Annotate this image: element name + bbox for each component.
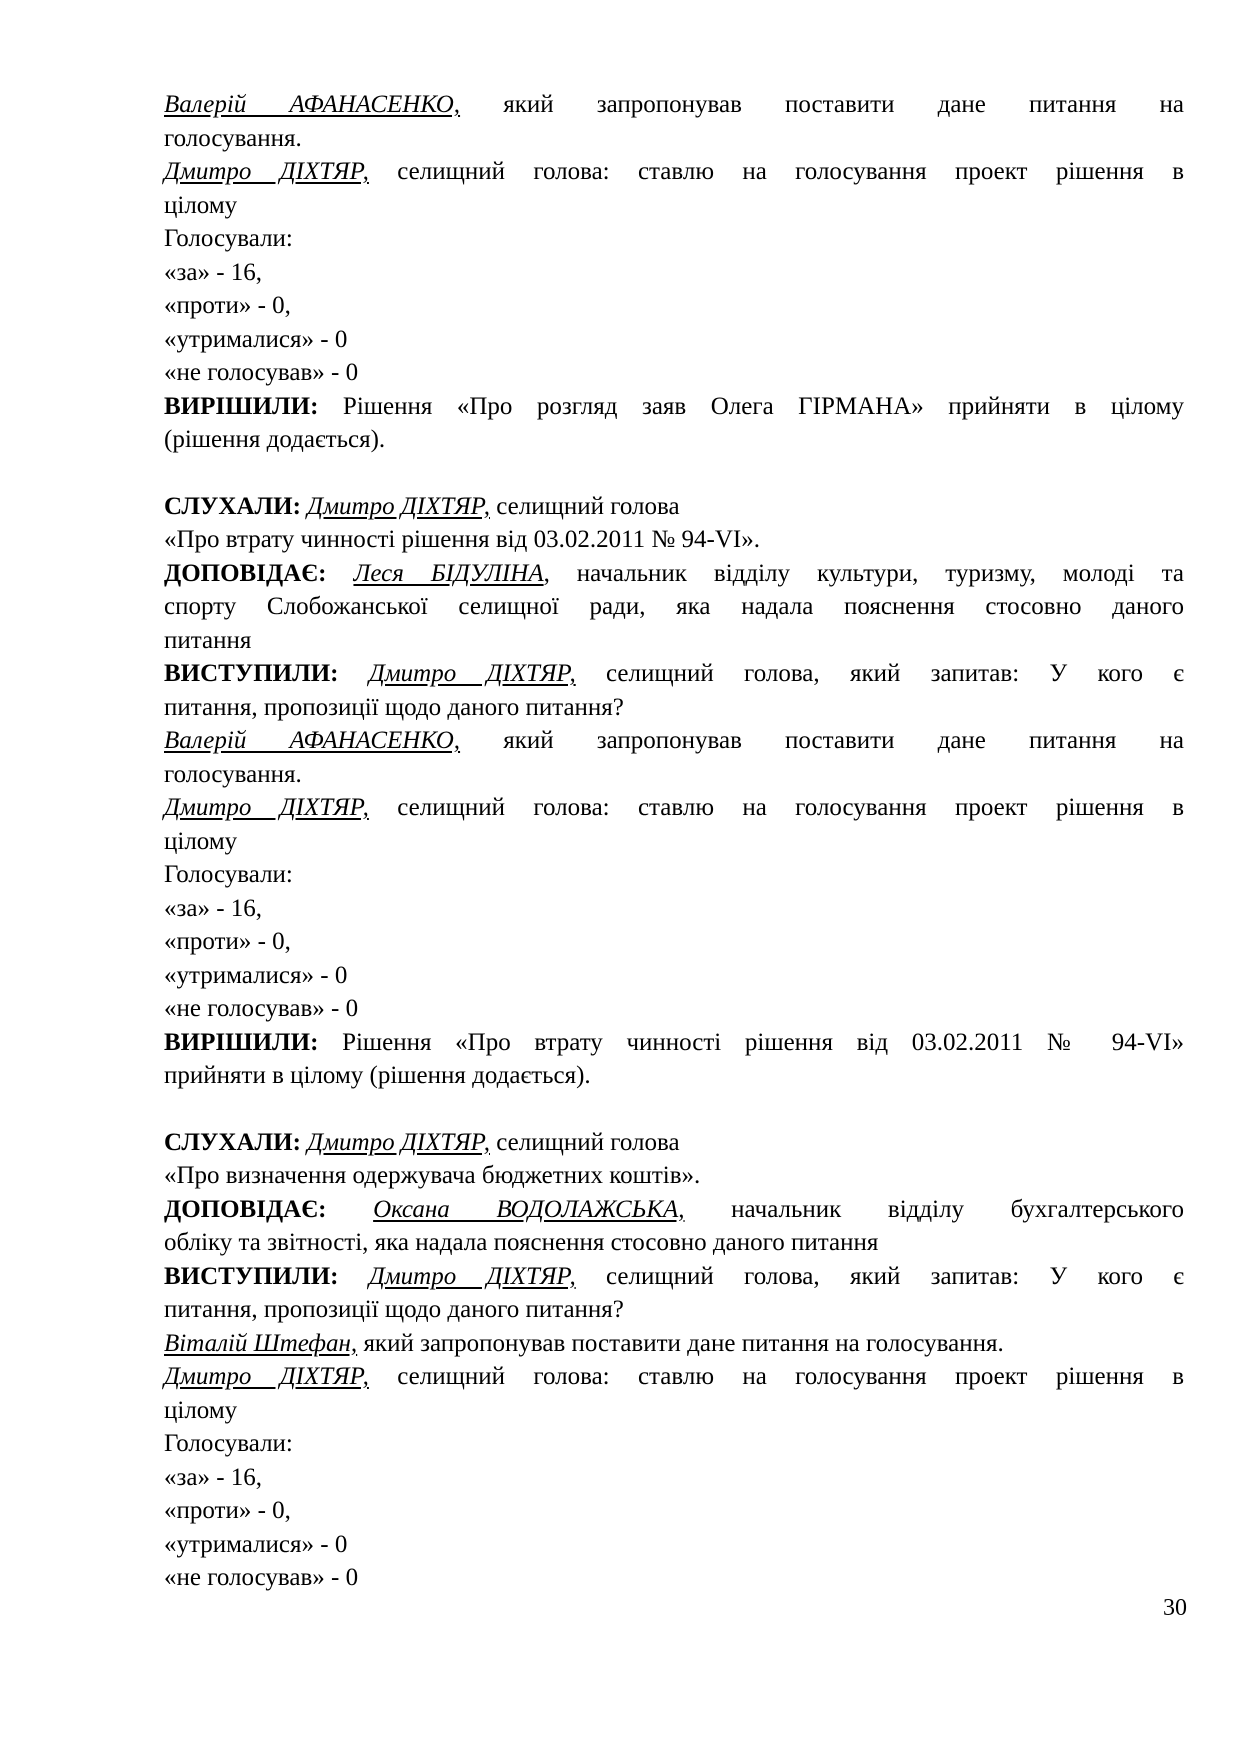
paragraph-text: цілому: [164, 1396, 238, 1424]
paragraph-line: [164, 825, 1184, 859]
vote-not-voted: «не голосував» - 0: [164, 995, 359, 1022]
spoke-label: ВИСТУПИЛИ:: [164, 660, 339, 687]
speaker-name: Дмитро ДІХТЯР,: [368, 1262, 576, 1290]
paragraph-text: який запропонував поставити дане питання на голосування.: [357, 1329, 1004, 1357]
speaker-name: Дмитро ДІХТЯР,: [368, 660, 576, 687]
paragraph-line: [164, 1059, 1184, 1093]
paragraph-text: Рішення «Про втрату чинності рішення від 03.02.2011 № 94-VI»: [318, 1028, 1184, 1056]
report-line: [164, 1193, 1184, 1227]
topic-line: «Про визначення одержувача бюджетних коштів».: [164, 1162, 701, 1189]
paragraph-line: [164, 590, 1184, 624]
paragraph-text: (рішення додається).: [164, 426, 386, 453]
paragraph-text: цілому: [164, 827, 238, 855]
paragraph-line: [164, 1226, 1184, 1260]
vote-not-voted: «не голосував» - 0: [164, 359, 359, 386]
vote-for: «за» - 16,: [164, 258, 263, 286]
paragraph-text: голосування.: [164, 760, 302, 788]
vote-heading: Голосували:: [164, 861, 293, 888]
vote-against: «проти» - 0,: [164, 928, 291, 955]
paragraph-line: [164, 791, 1184, 825]
decision-line: [164, 1026, 1184, 1060]
paragraph-text: обліку та звітності, яка надала пояснення стосовно даного питання: [164, 1229, 879, 1256]
paragraph-text: голосування.: [164, 124, 302, 152]
paragraph-text: який запропонував поставити дане питання на: [460, 727, 1185, 754]
paragraph-text: селищний голова: [490, 492, 680, 520]
paragraph-text: селищний голова, який запитав: У кого є: [575, 1262, 1185, 1290]
spacer: [164, 457, 1184, 490]
topic-line: «Про втрату чинності рішення від 03.02.2011 № 94-VI».: [164, 526, 760, 553]
paragraph-text: який запропонував поставити дане питання на: [460, 91, 1185, 118]
paragraph-text: селищний голова, який запитав: У кого є: [575, 660, 1185, 687]
report-label: ДОПОВІДАЄ:: [164, 559, 327, 587]
vote-abstained: «утрималися» - 0: [164, 325, 348, 353]
paragraph-text: , начальник відділу культури, туризму, молоді та: [543, 559, 1185, 587]
vote-for: «за» - 16,: [164, 1463, 263, 1491]
paragraph-line: [164, 423, 1184, 457]
speaker-name: Дмитро ДІХТЯР,: [307, 492, 490, 520]
paragraph-text: питання, пропозиції щодо даного питання?: [164, 1296, 624, 1323]
vote-heading: Голосували:: [164, 1430, 293, 1457]
speaker-name: Валерій АФАНАСЕНКО,: [164, 91, 461, 118]
spoke-line: [164, 657, 1184, 691]
vote-against: «проти» - 0,: [164, 1497, 291, 1524]
page-number: 30: [1163, 1595, 1187, 1621]
vote-not-voted: «не голосував» - 0: [164, 1564, 359, 1591]
paragraph-line: [164, 691, 1184, 725]
speaker-name: Дмитро ДІХТЯР,: [307, 1128, 490, 1156]
paragraph-line: [164, 1360, 1184, 1394]
paragraph-text: селищний голова: [490, 1128, 680, 1156]
paragraph-text: цілому: [164, 191, 238, 219]
report-label: ДОПОВІДАЄ:: [164, 1195, 327, 1223]
paragraph-text: селищний голова: ставлю на голосування проект рішення в: [368, 794, 1185, 821]
paragraph-text: прийняти в цілому (рішення додається).: [164, 1062, 591, 1089]
speaker-name: Леся БІДУЛІНА: [353, 559, 544, 587]
paragraph-line: [164, 624, 1184, 658]
vote-against: «проти» - 0,: [164, 292, 291, 319]
paragraph-text: спорту Слобожанської селищної ради, яка надала пояснення стосовно даного: [164, 593, 1184, 620]
speaker-name: Дмитро ДІХТЯР,: [164, 794, 369, 821]
heard-line: [164, 490, 1184, 524]
report-line: [164, 557, 1184, 591]
speaker-name: Валерій АФАНАСЕНКО,: [164, 727, 461, 754]
paragraph-text: питання, пропозиції щодо даного питання?: [164, 693, 624, 721]
paragraph-text: начальник відділу бухгалтерського: [684, 1195, 1184, 1223]
decision-label: ВИРІШИЛИ:: [164, 1028, 319, 1056]
vote-heading: Голосували:: [164, 225, 293, 252]
paragraph-text: селищний голова: ставлю на голосування проект рішення в: [368, 1363, 1185, 1390]
speaker-name: Віталій Штефан,: [164, 1329, 358, 1357]
heard-label: СЛУХАЛИ:: [164, 1128, 301, 1156]
paragraph-line: [164, 1293, 1184, 1327]
spoke-label: ВИСТУПИЛИ:: [164, 1262, 339, 1290]
document-page: [164, 88, 1184, 1595]
paragraph-line: [164, 155, 1184, 189]
speaker-name: Оксана ВОДОЛАЖСЬКА,: [373, 1195, 685, 1223]
paragraph-line: [164, 758, 1184, 792]
decision-label: ВИРІШИЛИ:: [164, 392, 319, 420]
paragraph-text: питання: [164, 626, 252, 654]
heard-line: [164, 1126, 1184, 1160]
paragraph-line: [164, 1327, 1184, 1361]
speaker-name: Дмитро ДІХТЯР,: [164, 1363, 369, 1390]
paragraph-text: Рішення «Про розгляд заяв Олега ГІРМАНА» прийняти в цілому: [318, 392, 1184, 420]
heard-label: СЛУХАЛИ:: [164, 492, 301, 520]
paragraph-line: [164, 724, 1184, 758]
paragraph-line: [164, 1394, 1184, 1428]
decision-line: [164, 390, 1184, 424]
paragraph-text: селищний голова: ставлю на голосування проект рішення в: [368, 158, 1185, 185]
vote-for: «за» - 16,: [164, 894, 263, 922]
paragraph-line: [164, 122, 1184, 156]
vote-abstained: «утрималися» - 0: [164, 1530, 348, 1558]
paragraph-line: [164, 189, 1184, 223]
vote-abstained: «утрималися» - 0: [164, 961, 348, 989]
spacer: [164, 1093, 1184, 1126]
speaker-name: Дмитро ДІХТЯР,: [164, 158, 369, 185]
paragraph-line: [164, 88, 1184, 122]
spoke-line: [164, 1260, 1184, 1294]
